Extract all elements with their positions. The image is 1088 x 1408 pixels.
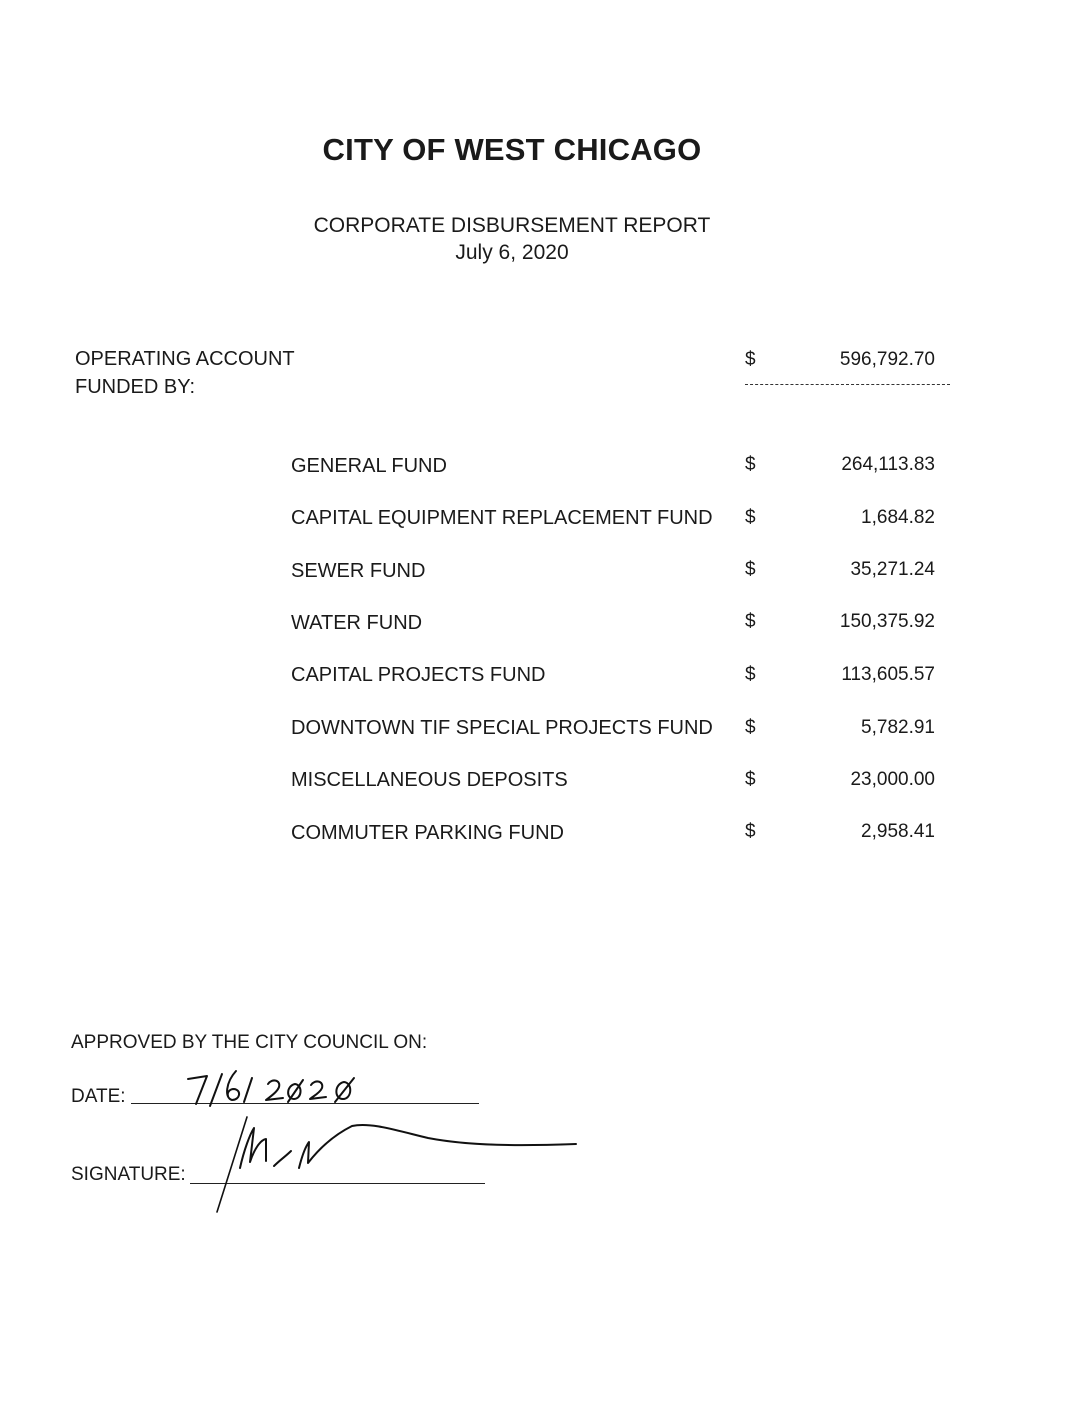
- date-label: DATE:: [71, 1086, 126, 1107]
- operating-amount: 596,792.70: [839, 349, 935, 370]
- fund-row-label: SEWER FUND: [291, 560, 426, 582]
- operating-currency: $: [745, 349, 756, 370]
- fund-row-currency: $: [745, 769, 756, 790]
- report-subtitle: CORPORATE DISBURSEMENT REPORT: [313, 214, 711, 237]
- fund-row-amount: 5,782.91: [861, 717, 935, 738]
- fund-row-currency: $: [745, 507, 756, 528]
- fund-row-currency: $: [745, 717, 756, 738]
- fund-row-currency: $: [745, 664, 756, 685]
- date-line: [131, 1103, 479, 1104]
- signature-label: SIGNATURE:: [71, 1164, 186, 1185]
- report-title: CITY OF WEST CHICAGO: [322, 132, 702, 167]
- fund-row-amount: 2,958.41: [861, 821, 935, 842]
- fund-row-currency: $: [745, 821, 756, 842]
- fund-row-label: DOWNTOWN TIF SPECIAL PROJECTS FUND: [291, 717, 713, 739]
- fund-row-currency: $: [745, 454, 756, 475]
- fund-row-label: CAPITAL EQUIPMENT REPLACEMENT FUND: [291, 507, 713, 529]
- fund-row-amount: 23,000.00: [850, 769, 935, 790]
- fund-row-amount: 150,375.92: [839, 611, 935, 632]
- operating-account-label: OPERATING ACCOUNT: [75, 348, 295, 370]
- signature-line: [190, 1183, 485, 1184]
- fund-row-amount: 35,271.24: [850, 559, 935, 580]
- fund-row-amount: 113,605.57: [841, 664, 935, 685]
- funded-by-label: FUNDED BY:: [75, 376, 196, 398]
- fund-row-label: MISCELLANEOUS DEPOSITS: [291, 769, 568, 791]
- fund-row-label: COMMUTER PARKING FUND: [291, 822, 564, 844]
- fund-row-amount: 1,684.82: [861, 507, 935, 528]
- approval-heading: APPROVED BY THE CITY COUNCIL ON:: [71, 1032, 428, 1053]
- fund-row-label: GENERAL FUND: [291, 455, 447, 477]
- report-date: July 6, 2020: [455, 241, 569, 264]
- fund-row-amount: 264,113.83: [841, 454, 935, 475]
- fund-row-label: WATER FUND: [291, 612, 423, 634]
- fund-row-label: CAPITAL PROJECTS FUND: [291, 664, 546, 686]
- total-dashed-rule: [745, 384, 950, 385]
- fund-row-currency: $: [745, 559, 756, 580]
- fund-row-currency: $: [745, 611, 756, 632]
